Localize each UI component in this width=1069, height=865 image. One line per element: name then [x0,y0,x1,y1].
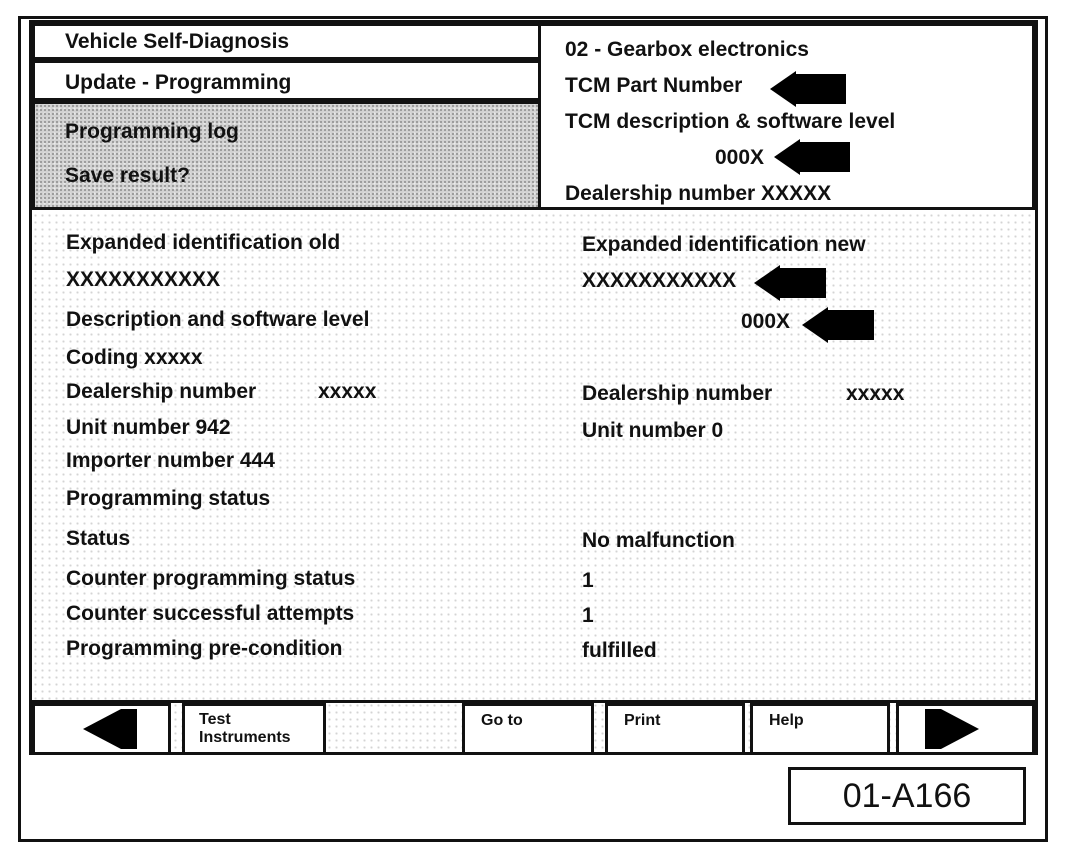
new-dealership-value: xxxxx [846,382,905,405]
right-arrow-icon-tail [925,709,941,749]
print-button[interactable] [605,703,745,755]
status-row-value: No malfunction [582,529,735,552]
new-software-level-value: 000X [741,310,791,333]
test-instruments-label-line1: Test [199,711,231,728]
old-identification-heading: Expanded identification old [66,231,341,254]
programming-precondition-value: fulfilled [582,639,657,662]
save-result-prompt: Save result? [65,164,190,187]
goto-button[interactable] [462,703,594,755]
nav-vehicle-self-diagnosis[interactable] [32,23,541,60]
tcm-description-label: TCM description & software level [565,110,896,133]
status-row-label: Status [66,527,131,550]
old-coding: Coding xxxxx [66,346,203,369]
forward-button[interactable] [896,703,1035,755]
old-dealership-value: xxxxx [318,380,377,403]
counter-successful-attempts-label: Counter successful attempts [66,602,355,625]
dealership-number: Dealership number XXXXX [565,182,832,205]
nav-update-programming-label: Update - Programming [65,71,292,94]
old-dealership-label: Dealership number [66,380,257,403]
module-name: 02 - Gearbox electronics [565,38,809,61]
new-identification-heading: Expanded identification new [582,233,866,256]
new-unit-number: Unit number 0 [582,419,724,442]
old-identification-value: XXXXXXXXXXX [66,268,221,291]
programming-precondition-label: Programming pre-condition [66,637,343,660]
programming-log-label: Programming log [65,120,239,143]
figure-id-label: 01-A166 [842,777,972,815]
goto-label: Go to [481,712,523,729]
nav-programming-log-active[interactable] [32,101,541,210]
tcm-software-level-value: 000X [715,146,765,169]
help-button[interactable] [750,703,890,755]
right-arrow-icon [941,709,979,749]
old-unit-number: Unit number 942 [66,416,231,439]
old-importer-number: Importer number 444 [66,449,275,472]
new-identification-value: XXXXXXXXXXX [582,269,737,292]
test-instruments-label-line2: Instruments [199,729,291,746]
left-arrow-icon-tail [121,709,137,749]
nav-update-programming[interactable] [32,60,541,101]
tcm-part-number-label: TCM Part Number [565,74,743,97]
test-instruments-button[interactable] [182,703,326,755]
old-description-label: Description and software level [66,308,370,331]
programming-status-heading: Programming status [66,487,271,510]
new-dealership-label: Dealership number [582,382,773,405]
counter-successful-attempts-value: 1 [582,604,594,627]
counter-programming-status-label: Counter programming status [66,567,356,590]
diagnostic-screen [29,20,1038,755]
left-arrow-icon [83,709,121,749]
module-info-panel [538,23,1035,210]
counter-programming-status-value: 1 [582,569,594,592]
figure-id-box [788,767,1026,825]
print-label: Print [624,712,661,729]
help-label: Help [769,712,804,729]
nav-vehicle-self-diagnosis-label: Vehicle Self-Diagnosis [65,30,290,53]
back-button[interactable] [32,703,171,755]
